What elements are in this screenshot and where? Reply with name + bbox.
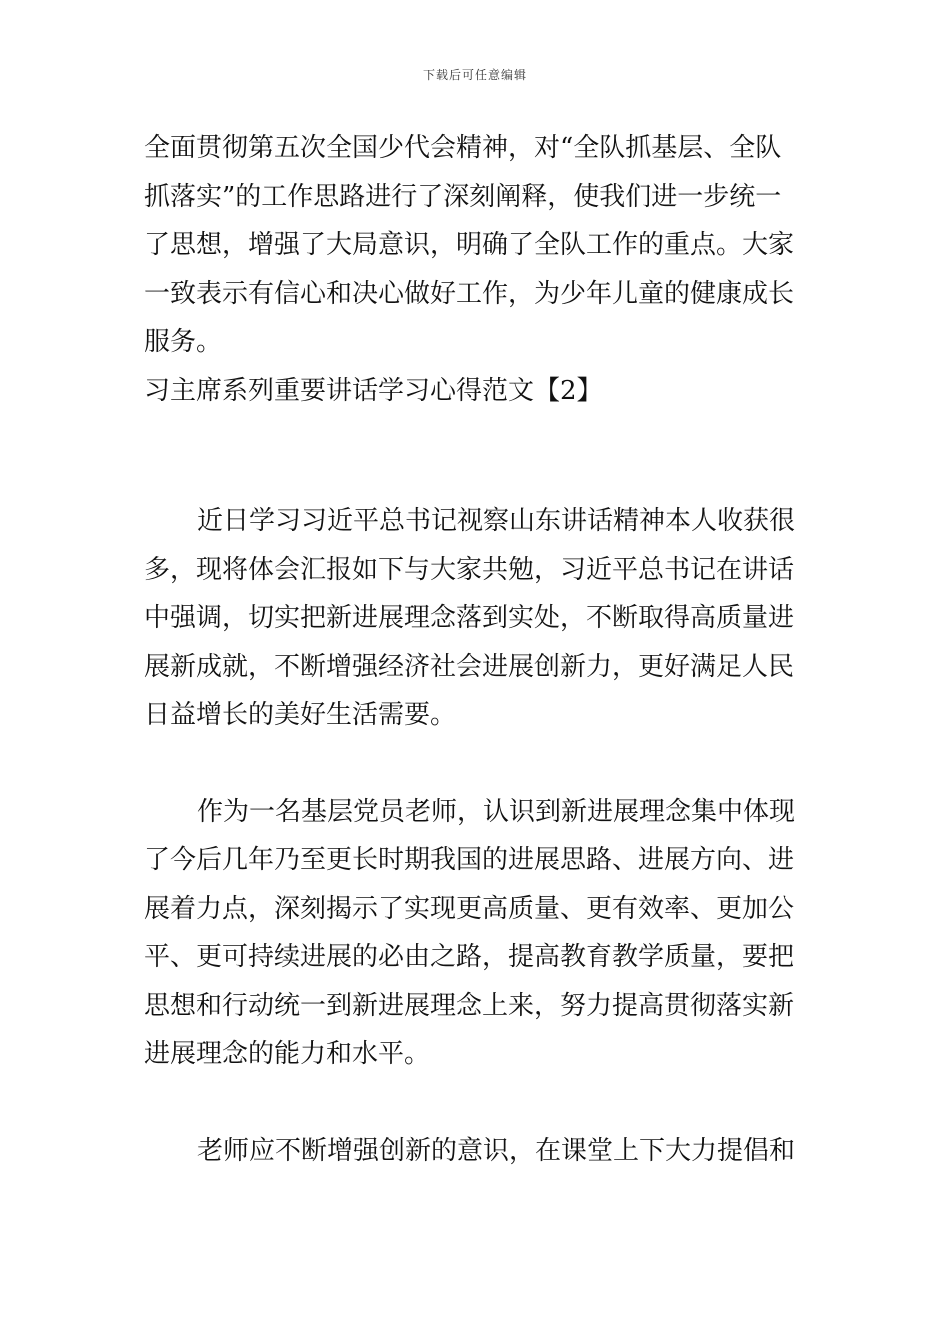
text-line: 思想和行动统一到新进展理念上来，努力提高贯彻落实新 [144,990,795,1021]
paragraph [144,497,808,740]
paragraph [144,788,808,1079]
spacer [144,1079,808,1127]
text-line: 一致表示有信心和决心做好工作，为少年儿童的健康成长 [144,278,795,309]
text-line: 展着力点，深刻揭示了实现更高质量、更有效率、更加公 [144,893,795,924]
page-header: 下载后可任意编辑 [422,68,527,82]
text-line: 老师应不断增强创新的意识，在课堂上下大力提倡和 [197,1135,796,1166]
spacer [144,740,808,788]
paragraph-continuation [144,124,808,367]
document-body [144,124,808,1175]
heading-line: 习主席系列重要讲话学习心得范文【2】 [144,375,603,406]
text-line: 展新成就，不断增强经济社会进展创新力，更好满足人民 [144,651,795,682]
paragraph [144,1127,808,1176]
text-line: 近日学习习近平总书记视察山东讲话精神本人收获很 [197,506,796,536]
text-line: 服务。 [144,327,223,357]
text-line: 日益增长的美好生活需要。 [144,700,457,730]
text-line: 全面贯彻第五次全国少代会精神，对“全队抓基层、全队 [144,133,782,163]
text-line: 进展理念的能力和水平。 [144,1039,431,1069]
text-line: 抓落实”的工作思路进行了深刻阐释，使我们进一步统一 [144,181,782,212]
text-line: 了今后几年乃至更长时期我国的进展思路、进展方向、进 [144,845,795,875]
text-line: 多，现将体会汇报如下与大家共勉，习近平总书记在讲话 [144,554,795,585]
text-line: 平、更可持续进展的必由之路，提高教育教学质量，要把 [144,942,795,972]
text-line: 了思想，增强了大局意识，明确了全队工作的重点。大家 [144,230,795,260]
text-line: 中强调，切实把新进展理念落到实处，不断取得高质量进 [144,603,795,633]
section-heading [144,367,808,416]
spacer [144,415,808,497]
text-line: 作为一名基层党员老师，认识到新进展理念集中体现 [197,796,796,827]
